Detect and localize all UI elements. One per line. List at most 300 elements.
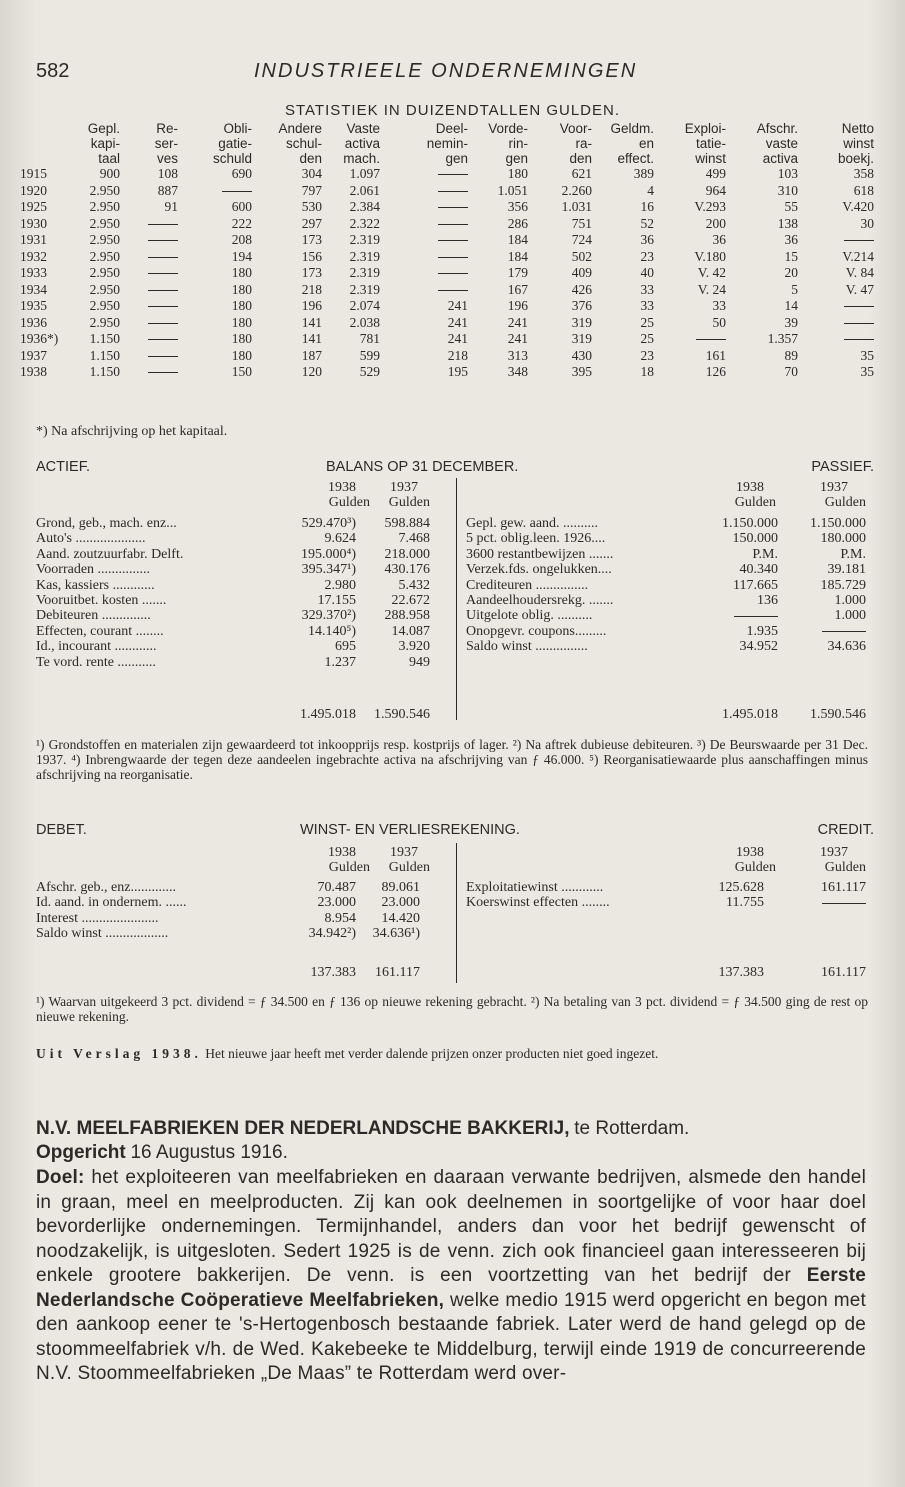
row-year: 1930: [20, 215, 47, 231]
list-item: [36, 926, 456, 941]
column-header-line: Netto: [841, 121, 874, 136]
value-1937: 7.468: [398, 531, 430, 547]
dash: [148, 306, 178, 307]
table-cell: 2.950: [89, 215, 120, 231]
pl-footnote: ¹) Waarvan uitgekeerd 3 pct. dividend = ƒ 34.500 en ƒ 136 op nieuwe rekening gebracht. ²) Na betaling van 3 pct. dividend = ƒ 34.500 ging de rest op nieuwe rekening.: [36, 994, 868, 1024]
item-label: Effecten, courant ........: [36, 623, 164, 639]
column-header-line: tatie-: [695, 136, 726, 151]
year-1937: 1937: [820, 845, 848, 860]
table-cell: 180: [231, 314, 252, 330]
table-cell: 36: [712, 232, 726, 247]
column-divider: [456, 843, 457, 983]
table-cell: [122, 364, 180, 381]
table-cell: [382, 232, 470, 249]
table-cell: 395: [571, 364, 592, 379]
value-1937: 949: [409, 654, 430, 670]
table-cell: V. 47: [845, 281, 874, 297]
verslag-label: Uit Verslag 1938.: [36, 1046, 202, 1061]
doel-label: Doel:: [36, 1167, 85, 1188]
column-header-line: vaste: [765, 136, 798, 151]
list-item: [36, 547, 456, 562]
dash: [844, 240, 874, 241]
dash: [148, 273, 178, 274]
table-cell: 167: [507, 281, 528, 297]
value-1937: 34.636¹): [372, 926, 420, 942]
table-cell: 5: [791, 281, 798, 297]
column-header-line: Gepl.: [87, 121, 120, 136]
table-cell: 600: [231, 199, 252, 214]
value-1937: 218.000: [384, 546, 430, 562]
item-label: Verzek.fds. ongelukken....: [466, 562, 612, 578]
row-year: 1936: [20, 314, 47, 330]
statistics-body: [18, 166, 876, 381]
value-1938: 2.980: [324, 577, 356, 593]
dash: [148, 372, 178, 373]
table-cell: 348: [507, 364, 528, 379]
table-row: [18, 166, 876, 183]
table-cell: [122, 298, 180, 315]
total-1938: 1.495.018: [300, 707, 356, 722]
column-header-line: winst: [695, 151, 726, 166]
value-1937: 598.884: [384, 516, 430, 531]
value-1937: 1.150.000: [810, 516, 866, 531]
table-cell: V.180: [694, 248, 726, 264]
list-item: [36, 578, 456, 593]
item-label: Exploitatiewinst ............: [466, 880, 604, 895]
value-1937: [822, 895, 866, 910]
table-cell: 781: [359, 331, 380, 346]
statistics-header-row: [18, 121, 876, 166]
table-cell: [180, 183, 254, 200]
value-1938: 11.755: [726, 895, 764, 911]
value-1937: 180.000: [820, 531, 866, 547]
table-cell: 180: [231, 298, 252, 313]
table-cell: 23: [640, 347, 654, 363]
value-1938: 136: [757, 592, 778, 608]
company-heading: [36, 1117, 868, 1165]
table-cell: [382, 216, 470, 233]
table-cell: 2.061: [349, 182, 380, 198]
table-cell: V. 24: [697, 281, 726, 297]
item-label: Uitgelote oblig. ..........: [466, 608, 593, 624]
value-1937: 22.672: [391, 592, 430, 608]
item-label: Te vord. rente ...........: [36, 654, 156, 670]
table-row: [18, 265, 876, 282]
table-cell: 409: [571, 265, 592, 280]
table-cell: [122, 249, 180, 266]
list-item: [36, 639, 456, 654]
column-header-line: Andere: [278, 121, 322, 136]
column-header-line: kapi-: [90, 136, 120, 151]
unit-label: Gulden: [824, 860, 866, 876]
table-cell: 55: [784, 199, 798, 214]
statistics-note: *) Na afschrijving op het kapitaal.: [36, 424, 228, 439]
table-cell: 141: [301, 314, 322, 330]
table-cell: 310: [777, 182, 798, 198]
table-cell: 89: [784, 347, 798, 363]
table-cell: 15: [784, 248, 798, 264]
table-cell: 2.319: [349, 281, 380, 297]
value-1937: [822, 624, 866, 639]
column-header-line: activa: [762, 151, 798, 166]
pl-debit-total: [36, 965, 456, 980]
balance-left-label: ACTIEF.: [36, 459, 90, 475]
table-cell: 200: [705, 215, 726, 231]
balance-assets-total: [36, 707, 456, 722]
table-cell: 120: [301, 364, 322, 379]
balance-footnote: ¹) Grondstoffen en materialen zijn gewaardeerd tot inkoopprijs resp. kostprijs of lager. ²) Na aftrek dubieuse debiteuren. ³) De Beurswaarde per 31 Dec. 1937. ⁴) Inbrengwaarde der tegen deze aandeelen ingebrachte activa na afschrijving van ƒ 46.000. ⁵) Reorganisatiewaarde plus aanschaffingen minus afschrijving na reorganisatie.: [36, 737, 868, 782]
value-1938: 1.935: [746, 623, 778, 639]
value-1938: 117.665: [733, 577, 778, 593]
list-item: [466, 608, 870, 623]
table-cell: 25: [640, 331, 654, 346]
item-label: Id., incourant ............: [36, 639, 157, 655]
table-cell: 621: [571, 166, 592, 181]
value-1938: 17.155: [317, 592, 356, 608]
list-item: [466, 639, 870, 654]
list-item: [466, 531, 870, 546]
table-cell: 138: [777, 215, 798, 231]
table-cell: 241: [447, 331, 468, 346]
total-1938: 1.495.018: [722, 707, 778, 722]
column-header: [530, 121, 594, 166]
dash: [148, 240, 178, 241]
value-1937: 89.061: [381, 880, 420, 895]
table-cell: 173: [301, 265, 322, 280]
table-cell: 161: [705, 347, 726, 363]
dash: [148, 356, 178, 357]
table-cell: 599: [359, 347, 380, 363]
column-header: [324, 121, 382, 166]
table-cell: 900: [99, 166, 120, 181]
table-cell: 180: [231, 347, 252, 363]
total-1937: 1.590.546: [810, 707, 866, 722]
year-1937: 1937: [390, 845, 418, 860]
table-cell: 91: [164, 199, 178, 214]
list-item: [36, 516, 456, 531]
unit-label: Gulden: [328, 860, 370, 876]
table-cell: 218: [447, 347, 468, 363]
table-cell: [382, 282, 470, 299]
dash: [148, 224, 178, 225]
total-1937: 1.590.546: [374, 707, 430, 722]
table-cell: [122, 265, 180, 282]
column-header: [800, 121, 876, 166]
doel-bold: Eerste Nederlandsche Coöperatieve Meelfabrieken,: [36, 1265, 866, 1311]
table-cell: 2.384: [349, 199, 380, 214]
value-1937: 14.087: [391, 623, 430, 639]
table-cell: 241: [447, 314, 468, 330]
table-cell: V. 84: [845, 265, 874, 280]
unit-label: Gulden: [824, 495, 866, 511]
table-cell: 208: [231, 232, 252, 247]
table-cell: 964: [705, 182, 726, 198]
dash: [438, 191, 468, 192]
table-cell: 618: [853, 182, 874, 198]
table-cell: 40: [640, 265, 654, 280]
table-cell: 313: [507, 347, 528, 363]
pl-credit-header: [466, 845, 870, 876]
row-year: 1938: [20, 364, 47, 379]
column-header-line: activa: [344, 136, 380, 151]
table-cell: 36: [640, 232, 654, 247]
table-cell: 1.357: [767, 331, 798, 346]
table-cell: 1.150: [89, 331, 120, 346]
table-cell: 797: [301, 182, 322, 198]
value-1938: 150.000: [732, 531, 778, 547]
table-cell: 2.950: [89, 199, 120, 214]
list-item: [36, 880, 456, 895]
value-1937: 23.000: [381, 895, 420, 911]
table-cell: 25: [640, 314, 654, 330]
table-cell: 184: [507, 248, 528, 264]
table-cell: 2.950: [89, 182, 120, 198]
balance-right-label: PASSIEF.: [811, 459, 874, 475]
table-cell: 14: [784, 298, 798, 313]
table-cell: 241: [447, 298, 468, 313]
column-header: [382, 121, 470, 166]
column-header: [18, 121, 70, 166]
value-1937: 288.958: [384, 608, 430, 624]
table-cell: 141: [301, 331, 322, 346]
table-cell: 126: [705, 364, 726, 379]
table-cell: V.293: [694, 199, 726, 214]
dash: [822, 631, 866, 632]
table-cell: 180: [507, 166, 528, 181]
table-cell: 2.260: [561, 182, 592, 198]
doel-text-2: welke medio 1915 werd opgericht en begon met den aankoop eener te 's-Hertogenbosch bestaande fabriek. Later werd de hand gelegd op de stoommeelfabriek v/h. de Wed. Kakebeeke te Middelburg, terwijl einde 1919 de concurreerende N.V. Stoommeelfabrieken „De Maas” te Rotterdam werd over-: [36, 1289, 866, 1384]
row-year: 1935: [20, 298, 47, 313]
dash: [148, 290, 178, 291]
value-1937: 1.000: [834, 592, 866, 608]
table-cell: [382, 199, 470, 216]
dash: [438, 224, 468, 225]
running-title: INDUSTRIEELE ONDERNEMINGEN: [254, 60, 638, 82]
column-header: [728, 121, 800, 166]
table-cell: [122, 331, 180, 348]
dash: [844, 306, 874, 307]
table-cell: 389: [633, 166, 654, 181]
table-row: [18, 232, 876, 249]
column-header: [470, 121, 530, 166]
column-header-line: gatie-: [218, 136, 252, 151]
table-cell: 430: [571, 347, 592, 363]
table-cell: 33: [640, 281, 654, 297]
column-header-line: den: [299, 151, 322, 166]
table-cell: 319: [571, 331, 592, 346]
table-cell: 502: [571, 248, 592, 264]
list-item: [466, 578, 870, 593]
table-cell: 33: [712, 298, 726, 313]
table-cell: 724: [571, 232, 592, 247]
value-1938: [734, 608, 778, 623]
dash: [734, 616, 778, 617]
table-cell: 195: [447, 364, 468, 379]
value-1937: 39.181: [827, 562, 866, 578]
unit-label: Gulden: [328, 495, 370, 511]
table-cell: [122, 232, 180, 249]
column-header-line: mach.: [343, 151, 380, 166]
value-1938: 34.952: [739, 639, 778, 655]
item-label: Saldo winst ...............: [466, 639, 588, 655]
dash: [844, 323, 874, 324]
item-label: Voorraden ...............: [36, 562, 151, 578]
item-label: Debiteuren ..............: [36, 608, 151, 624]
list-item: [466, 547, 870, 562]
table-cell: 184: [507, 232, 528, 247]
value-1938: 1.150.000: [722, 516, 778, 531]
pl-heading: [36, 822, 874, 840]
value-1937: 161.117: [821, 880, 866, 895]
table-cell: 356: [507, 199, 528, 214]
row-year: 1932: [20, 248, 47, 264]
table-cell: 2.038: [349, 314, 380, 330]
table-cell: 187: [301, 347, 322, 363]
value-1938: 34.942²): [308, 926, 356, 942]
column-header-line: Deel-: [435, 121, 468, 136]
value-1937: 185.729: [820, 577, 866, 593]
table-row: [18, 216, 876, 233]
list-item: [36, 895, 456, 910]
table-cell: [382, 249, 470, 266]
pl-credit-total: [466, 965, 870, 980]
statistics-title: STATISTIEK IN DUIZENDTALLEN GULDEN.: [284, 102, 621, 119]
column-header: [656, 121, 728, 166]
table-cell: [800, 232, 876, 249]
dash: [222, 191, 252, 192]
dash: [148, 339, 178, 340]
table-cell: 241: [507, 314, 528, 330]
table-cell: [656, 331, 728, 348]
value-1938: 1.237: [324, 654, 356, 670]
column-header-line: Afschr.: [756, 121, 798, 136]
founded-label: Opgericht: [36, 1142, 126, 1163]
table-row: [18, 315, 876, 332]
row-year: 1920: [20, 182, 47, 198]
table-cell: 2.950: [89, 298, 120, 313]
dash: [438, 240, 468, 241]
value-1938: 529.470³): [301, 516, 356, 531]
pl-left-label: DEBET.: [36, 822, 87, 838]
column-header-line: effect.: [617, 151, 654, 166]
value-1938: 195.000⁴): [300, 546, 356, 562]
year-1938: 1938: [328, 480, 356, 495]
item-label: Id. aand. in ondernem. ......: [36, 895, 187, 911]
balance-assets: [36, 516, 456, 670]
table-row: [18, 331, 876, 348]
table-row: [18, 348, 876, 365]
item-label: Kas, kassiers ............: [36, 577, 155, 593]
table-cell: 196: [507, 298, 528, 313]
column-header-line: ser-: [154, 136, 178, 151]
value-1938: 125.628: [718, 880, 764, 895]
column-header-line: en: [638, 136, 654, 151]
balance-liabilities-total: [466, 707, 870, 722]
value-1938: 14.140⁵): [307, 623, 356, 639]
value-1937: 5.432: [398, 577, 430, 593]
row-year: 1934: [20, 281, 47, 297]
table-row: [18, 282, 876, 299]
column-divider: [456, 478, 457, 720]
table-cell: V.214: [842, 248, 874, 264]
table-cell: 180: [231, 331, 252, 346]
item-label: Vooruitbet. kosten .......: [36, 592, 167, 608]
table-cell: 2.319: [349, 248, 380, 264]
item-label: Koerswinst effecten ........: [466, 895, 610, 911]
column-header-line: schuld: [212, 151, 252, 166]
table-cell: [382, 265, 470, 282]
column-header-line: Obli-: [223, 121, 252, 136]
value-1938: 695: [335, 639, 356, 655]
table-cell: 218: [301, 281, 322, 297]
balance-assets-header: [36, 480, 456, 511]
value-1937: 14.420: [381, 910, 420, 926]
column-header: [594, 121, 656, 166]
value-1937: 34.636: [827, 639, 866, 655]
dash: [438, 174, 468, 175]
year-1937: 1937: [820, 480, 848, 495]
item-label: Grond, geb., mach. enz...: [36, 516, 177, 531]
item-label: Saldo winst ..................: [36, 926, 169, 942]
table-cell: 222: [231, 215, 252, 231]
value-1938: 395.347¹): [301, 562, 356, 578]
table-cell: 1.097: [349, 166, 380, 181]
value-1937: P.M.: [840, 546, 866, 562]
table-cell: 2.319: [349, 232, 380, 247]
table-cell: 150: [231, 364, 252, 379]
list-item: [36, 608, 456, 623]
item-label: Interest ......................: [36, 910, 159, 926]
table-cell: 18: [640, 364, 654, 379]
pl-debit: [36, 880, 456, 942]
value-1938: 329.370²): [301, 608, 356, 624]
pl-credit: [466, 880, 870, 911]
list-item: [466, 895, 870, 910]
table-row: [18, 199, 876, 216]
table-row: [18, 364, 876, 381]
item-label: Aand. zoutzuurfabr. Delft.: [36, 546, 184, 562]
item-label: Auto's ....................: [36, 531, 146, 547]
list-item: [36, 624, 456, 639]
column-header-line: taal: [98, 151, 120, 166]
item-label: Crediteuren ...............: [466, 577, 589, 593]
table-cell: [800, 298, 876, 315]
table-cell: 194: [231, 248, 252, 264]
table-cell: 30: [860, 215, 874, 231]
dash: [844, 339, 874, 340]
column-header-line: gen: [505, 151, 528, 166]
balance-heading: [36, 459, 874, 477]
column-header-line: ra-: [575, 136, 592, 151]
row-year: 1937: [20, 347, 47, 363]
year-1938: 1938: [736, 845, 764, 860]
table-row: [18, 298, 876, 315]
value-1938: 70.487: [317, 880, 356, 895]
table-cell: 179: [507, 265, 528, 280]
list-item: [36, 593, 456, 608]
pl-right-label: CREDIT.: [817, 822, 874, 838]
doel-text-1: het exploiteeren van meelfabrieken en daaraan verwante bedrijven, alsmede den handel in graan, meel en meelproducten. Zij kan ook deelnemen in soortgelijke of voor haar doel bevorderlijke ondernemingen. Termijnhandel, anders dan voor het bedrijf gewenscht of noodzakelijk, is uitgesloten. Sedert 1925 is de venn. zich ook financieel gaan interesseeren bij enkele grootere bakkerijen. De venn. is een voortzetting van het bedrijf der: [36, 1167, 866, 1286]
row-year: 1925: [20, 199, 47, 214]
value-1937: 3.920: [398, 639, 430, 655]
item-label: Aandeelhoudersrekg. .......: [466, 592, 614, 608]
column-header-line: Vaste: [346, 121, 380, 136]
page-number: 582: [36, 60, 70, 82]
year-1937: 1937: [390, 480, 418, 495]
row-year: 1933: [20, 265, 47, 280]
column-header-line: den: [569, 151, 592, 166]
table-cell: 70: [784, 364, 798, 379]
